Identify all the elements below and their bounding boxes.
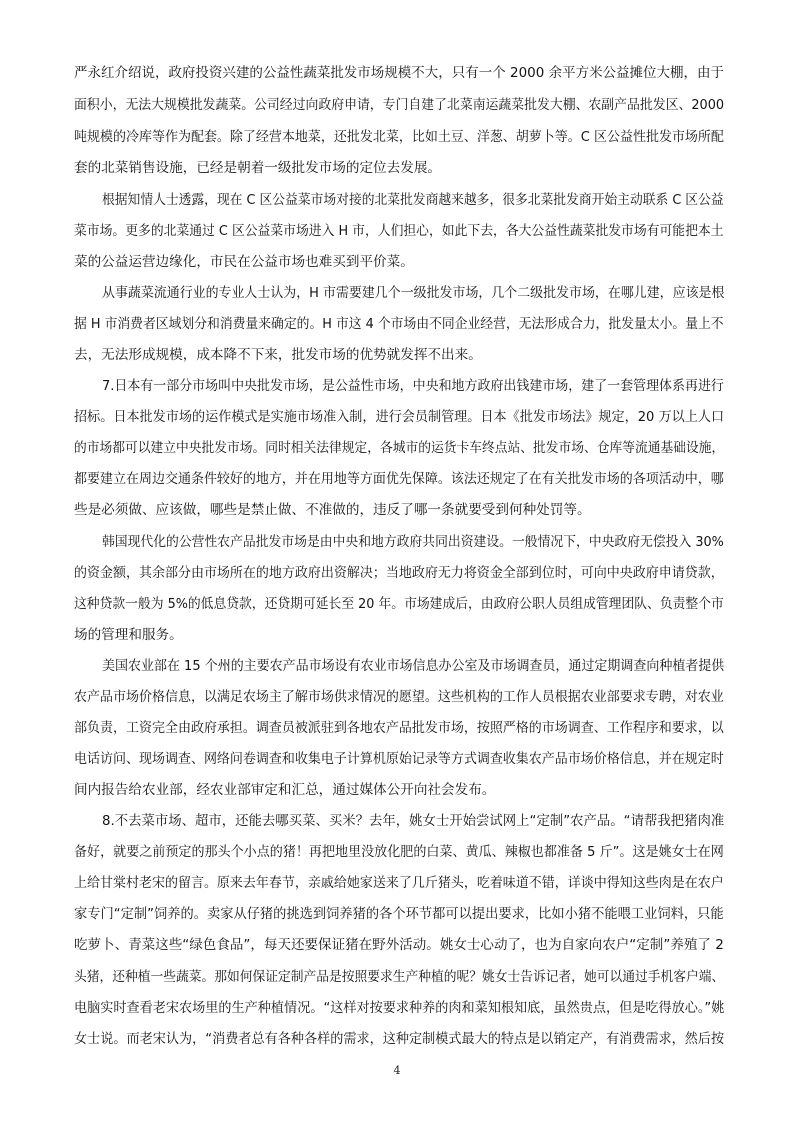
text-line: 些是必须做、应该做，哪些是禁止做、不准做的，违反了哪一条就要受到何种处罚等。	[74, 502, 591, 518]
text-line: 都要建立在周边交通条件较好的地方，并在用地等方面优先保障。该法还规定了在有关批发市场的各项活动中，哪	[74, 471, 724, 487]
text-line: 美国农业部在 15 个州的主要农产品市场设有农业市场信息办公室及市场调查员，通过定期调查向种植者提供	[102, 658, 725, 674]
text-line: 农产品市场价格信息，以满足农场主了解市场供求情况的愿望。这些机构的工作人员根据农业部要求专聘，对农业	[74, 689, 724, 705]
text-line: 上给甘棠村老宋的留言。原来去年春节，亲戚给她家送来了几斤猪头，吃着味道不错，详谈中得知这些肉是在农户	[74, 875, 724, 891]
text-line: 电脑实时查看老宋农场里的生产种植情况。“这样对按要求种养的肉和菜知根知底，虽然贵点，但是吃得放心。”姚	[74, 1000, 725, 1016]
text-line: 招标。日本批发市场的运作模式是实施市场准入制，进行会员制管理。日本《批发市场法》规定，20 万以上人口	[74, 409, 725, 425]
text-line: 8.不去菜市场、超市，还能去哪买菜、买米？去年，姚女士开始尝试网上“定制”农产品。“请帮我把猪肉准	[102, 813, 725, 829]
text-line: 这种贷款一般为 5%的低息贷款，还贷期可延长至 20 年。市场建成后，由政府公职人员组成管理团队、负责整个市	[74, 596, 724, 612]
text-line: 吃萝卜、青菜这些“绿色食品”，每天还要保证猪在野外活动。姚女士心动了，也为自家向农户“定制”养殖了 2	[74, 937, 724, 953]
text-line: 部负责，工资完全由政府承担。调查员被派驻到各地农产品批发市场，按照严格的市场调查、工作程序和要求，以	[74, 720, 724, 736]
text-line: 吨规模的冷库等作为配套。除了经营本地菜，还批发北菜，比如土豆、洋葱、胡萝卜等。C 区公益性批发市场所配	[74, 129, 724, 145]
text-line: 从事蔬菜流通行业的专业人士认为，H 市需要建几个一级批发市场，几个二级批发市场，在哪儿建，应该是根	[102, 285, 725, 301]
text-line: 间内报告给农业部，经农业部审定和汇总，通过媒体公开向社会发布。	[74, 782, 496, 798]
page-number: 4	[393, 1064, 401, 1077]
text-line: 头猪，还种植一些蔬菜。那如何保证定制产品是按照要求生产种植的呢？姚女士告诉记者，她可以通过手机客户端、	[74, 969, 725, 985]
text-line: 电话访问、现场调查、网络问卷调查和收集电子计算机原始记录等方式调查收集农产品市场价格信息，并在规定时	[74, 751, 724, 767]
text-line: 的市场都可以建立中央批发市场。同时相关法律规定，各城市的运货卡车终点站、批发市场、仓库等流通基础设施，	[74, 440, 725, 456]
text-line: 菜的公益运营边缘化，市民在公益市场也难买到平价菜。	[74, 254, 414, 270]
text-line: 韩国现代化的公营性农产品批发市场是由中央和地方政府共同出资建设。一般情况下，中央政府无偿投入 30%	[102, 534, 724, 550]
text-line: 备好，就要之前预定的那头个小点的猪！再把地里没放化肥的白菜、黄瓜、辣椒也都准备 5 斤”。这是姚女士在网	[74, 844, 724, 860]
text-line: 据 H 市消费者区域划分和消费量来确定的。H 市这 4 个市场由不同企业经营，无法形成合力，批发量太小。量上不	[74, 316, 724, 332]
text-line: 去，无法形成规模，成本降不下来，批发市场的优势就发挥不出来。	[74, 347, 482, 363]
text-line: 严永红介绍说，政府投资兴建的公益性蔬菜批发市场规模不大，只有一个 2000 余平方米公益摊位大棚，由于	[74, 65, 724, 81]
text-line: 家专门“定制”饲养的。卖家从仔猪的挑选到饲养猪的各个环节都可以提出要求，比如小猪不能喂工业饲料，只能	[74, 906, 724, 922]
text-line: 7.日本有一部分市场叫中央批发市场，是公益性市场，中央和地方政府出钱建市场，建了一套管理体系再进行	[102, 378, 724, 394]
text-line: 场的管理和服务。	[74, 627, 183, 643]
text-line: 根据知情人士透露，现在 C 区公益菜市场对接的北菜批发商越来越多，很多北菜批发商开始主动联系 C 区公益	[102, 192, 724, 208]
text-line: 套的北菜销售设施，已经是朝着一级批发市场的定位去发展。	[74, 160, 442, 176]
text-line: 菜市场。更多的北菜通过 C 区公益菜市场进入 H 市，人们担心，如此下去，各大公益性蔬菜批发市场有可能把本土	[74, 223, 724, 239]
text-line: 女士说。而老宋认为，“消费者总有各种各样的需求，这种定制模式最大的特点是以销定产，有消费需求，然后按	[74, 1031, 725, 1047]
text-line: 面积小，无法大规模批发蔬菜。公司经过向政府申请，专门自建了北菜南运蔬菜批发大棚、农副产品批发区、2000	[74, 97, 725, 113]
text-line: 的资金额，其余部分由市场所在的地方政府出资解决；当地政府无力将资金全部到位时，可向中央政府申请贷款，	[74, 565, 724, 581]
